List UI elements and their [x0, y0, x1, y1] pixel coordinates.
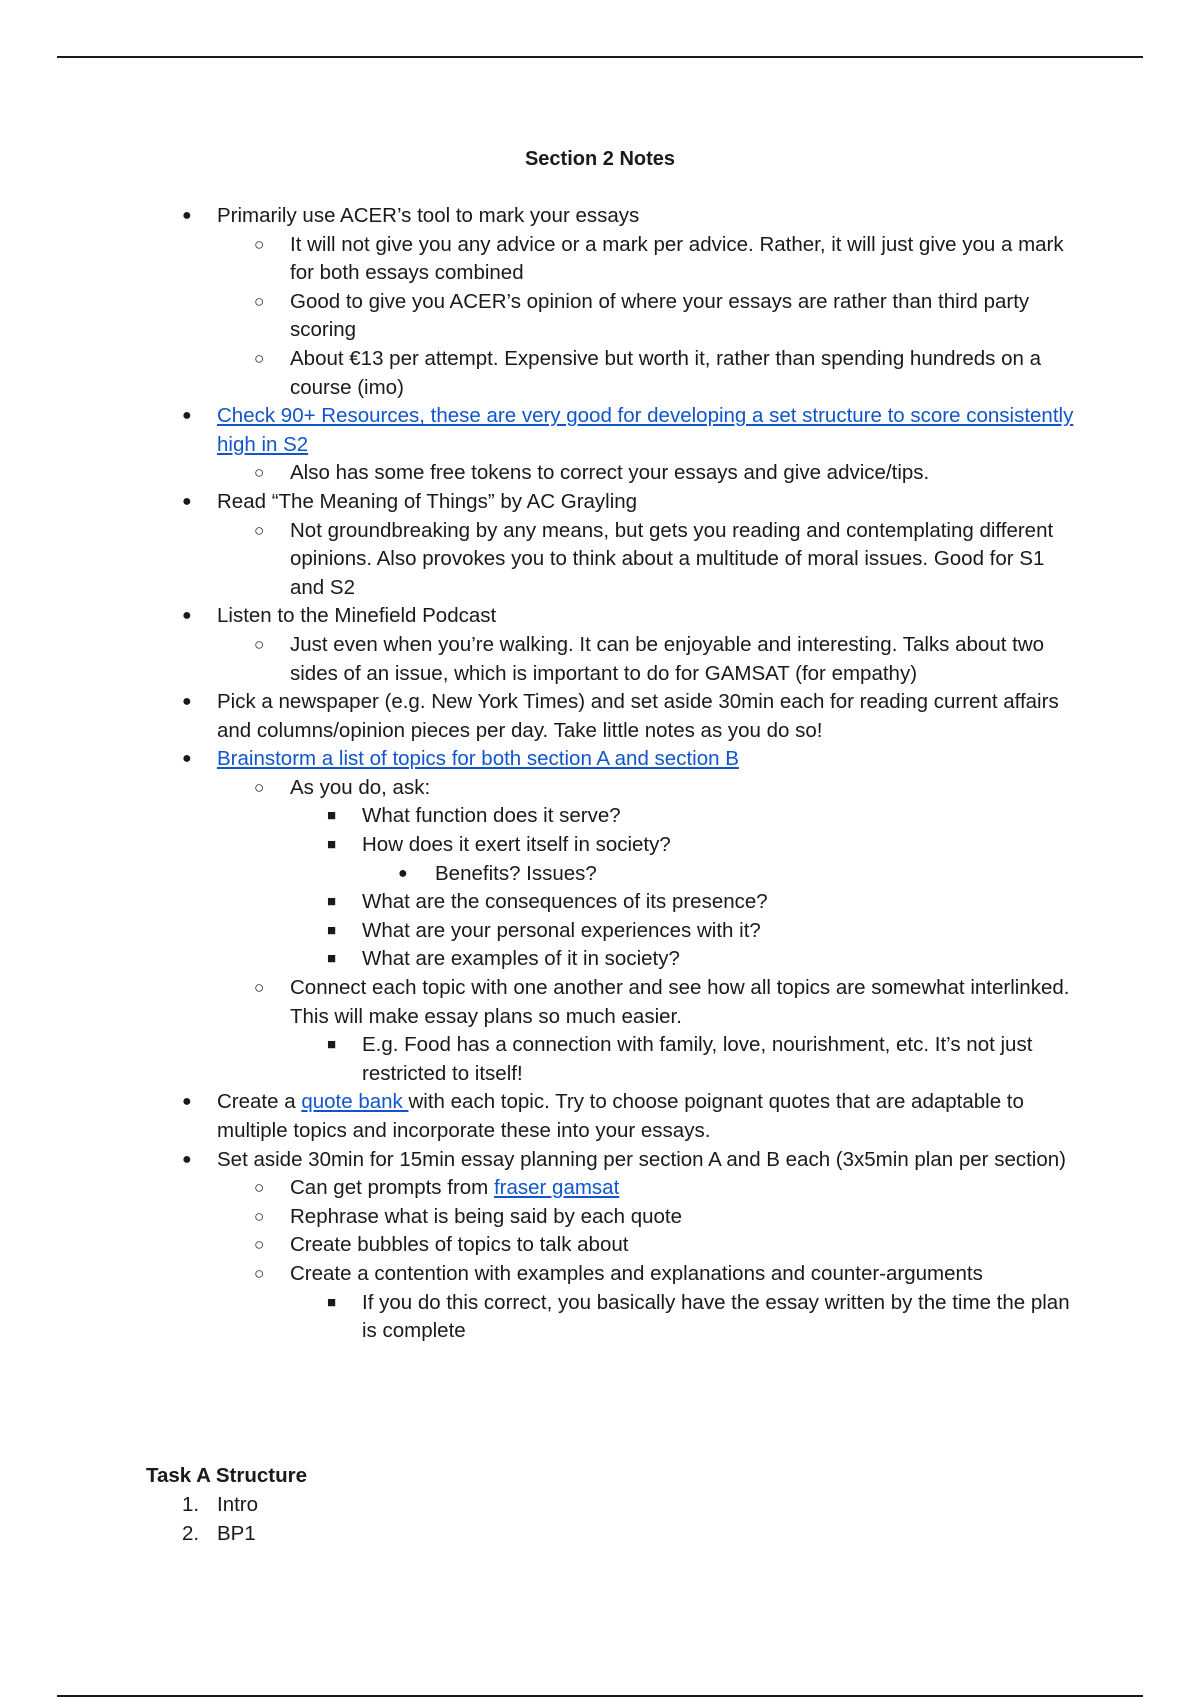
list-item: [0, 917, 1200, 946]
disc-bullet-icon: ●: [398, 864, 408, 882]
top-rule: [57, 56, 1143, 58]
circle-bullet-icon: ○: [254, 463, 265, 483]
numbered-item: [0, 1491, 1200, 1520]
bottom-rule: [57, 1695, 1143, 1697]
list-item: [0, 231, 1200, 288]
square-bullet-icon: ■: [327, 950, 337, 968]
list-item-text: Just even when you’re walking. It can be enjoyable and interesting. Talks about two sides of an issue, which is important to do for GAMSAT (for empathy): [290, 632, 1045, 685]
list-item: [0, 974, 1200, 1031]
list-item-text: What function does it serve?: [362, 804, 621, 828]
list-item: [0, 1203, 1200, 1232]
list-item-text: Set aside 30min for 15min essay planning per section A and B each (3x5min plan per section): [217, 1147, 1066, 1171]
list-item-text: What are examples of it in society?: [362, 947, 680, 971]
circle-bullet-icon: ○: [254, 1178, 265, 1198]
list-item-text: Primarily use ACER’s tool to mark your essays: [217, 204, 640, 227]
quote-bank-link[interactable]: quote bank: [301, 1090, 409, 1114]
disc-bullet-icon: ●: [182, 607, 192, 625]
circle-bullet-icon: ○: [254, 1263, 265, 1283]
fraser-gamsat-link[interactable]: fraser gamsat: [493, 1176, 620, 1200]
list-item-text-prefix: Can get prompts from: [290, 1176, 494, 1200]
list-item: [0, 745, 1200, 774]
list-item: [0, 288, 1200, 345]
list-item: [0, 860, 1200, 889]
list-item-text: Create a contention with examples and explanations and counter-arguments: [290, 1261, 983, 1285]
circle-bullet-icon: ○: [254, 520, 265, 540]
list-item: [0, 802, 1200, 831]
list-item: [0, 402, 1200, 459]
numbered-item: [0, 1520, 1200, 1549]
list-item-text: Read “The Meaning of Things” by AC Grayling: [217, 489, 638, 513]
circle-bullet-icon: ○: [254, 291, 265, 311]
list-item: [0, 945, 1200, 974]
list-item-text: It will not give you any advice or a mark per advice. Rather, it will just give you a mark for both essays combined: [290, 232, 1064, 285]
notes-list: [0, 202, 1200, 1346]
list-item: [0, 1146, 1200, 1175]
list-item-text: Connect each topic with one another and see how all topics are somewhat interlinked. This will make essay plans so much easier.: [290, 976, 1070, 1028]
list-item-text: E.g. Food has a connection with family, love, nourishment, etc. It’s not just restricted to itself!: [362, 1033, 1033, 1085]
list-item: [0, 202, 1200, 231]
list-item-text: Create bubbles of topics to talk about: [290, 1233, 629, 1257]
list-item: [0, 602, 1200, 631]
list-item: [0, 1260, 1200, 1289]
task-a-list: [0, 1491, 1200, 1548]
list-item: [0, 631, 1200, 688]
list-item-text: Not groundbreaking by any means, but gets you reading and contemplating different opinions. Also provokes you to think about a multitude of moral issues. Good for S1 and S2: [290, 518, 1054, 599]
list-item: [0, 1031, 1200, 1088]
list-item: [0, 488, 1200, 517]
list-item-text: About €13 per attempt. Expensive but worth it, rather than spending hundreds on a course (imo): [290, 346, 1042, 399]
list-item-text-suffix: with each topic. Try to choose poignant quotes that are adaptable to multiple topics and incorporate these into your essays.: [217, 1090, 1024, 1142]
page-title: Section 2 Notes: [524, 148, 676, 170]
list-item-text: Good to give you ACER’s opinion of where your essays are rather than third party scoring: [290, 289, 1030, 342]
disc-bullet-icon: ●: [182, 1093, 192, 1111]
circle-bullet-icon: ○: [254, 1206, 265, 1226]
list-item: [0, 1289, 1200, 1346]
disc-bullet-icon: ●: [182, 492, 192, 510]
disc-bullet-icon: ●: [182, 1150, 192, 1168]
item-number: 1.: [182, 1493, 200, 1516]
disc-bullet-icon: ●: [182, 207, 192, 224]
item-number: 2.: [182, 1521, 200, 1545]
list-item: [0, 1231, 1200, 1260]
brainstorm-topics-link[interactable]: Brainstorm a list of topics for both section A and section B: [217, 747, 739, 771]
list-item-text-prefix: Create a: [217, 1090, 302, 1114]
square-bullet-icon: ■: [327, 893, 337, 911]
list-item-text: If you do this correct, you basically have the essay written by the time the plan is complete: [362, 1290, 1070, 1343]
list-item-text: As you do, ask:: [290, 775, 431, 799]
disc-bullet-icon: ●: [182, 693, 192, 711]
square-bullet-icon: ■: [327, 836, 337, 854]
square-bullet-icon: ■: [327, 1036, 337, 1054]
list-item: [0, 517, 1200, 603]
list-item-text: Listen to the Minefield Podcast: [217, 604, 497, 628]
list-item-text: Also has some free tokens to correct your essays and give advice/tips.: [290, 461, 930, 485]
square-bullet-icon: ■: [327, 921, 337, 939]
list-item: [0, 1174, 1200, 1203]
list-item: [0, 688, 1200, 745]
list-item: [0, 345, 1200, 402]
list-item-text: Rephrase what is being said by each quote: [290, 1204, 683, 1228]
square-bullet-icon: ■: [327, 1293, 337, 1311]
circle-bullet-icon: ○: [254, 978, 265, 998]
list-item-text: Pick a newspaper (e.g. New York Times) and set aside 30min each for reading current affairs and columns/opinion pieces per day. Take little notes as you do so!: [217, 690, 1059, 742]
list-item: [0, 774, 1200, 803]
disc-bullet-icon: ●: [182, 407, 192, 425]
list-item-text: How does it exert itself in society?: [362, 833, 671, 857]
circle-bullet-icon: ○: [254, 348, 265, 368]
list-item-text: Benefits? Issues?: [435, 861, 597, 885]
numbered-item-text: Intro: [217, 1493, 259, 1516]
list-item-text: What are the consequences of its presence?: [362, 890, 768, 914]
list-item: [0, 888, 1200, 917]
list-item-text: What are your personal experiences with it?: [362, 918, 761, 942]
numbered-item-text: BP1: [217, 1521, 256, 1545]
circle-bullet-icon: ○: [254, 234, 265, 254]
square-bullet-icon: ■: [327, 807, 337, 825]
task-a-heading: Task A Structure: [146, 1464, 308, 1487]
circle-bullet-icon: ○: [254, 634, 265, 654]
disc-bullet-icon: ●: [182, 750, 192, 768]
circle-bullet-icon: ○: [254, 1235, 265, 1255]
list-item: [0, 459, 1200, 488]
list-item: [0, 1088, 1200, 1145]
circle-bullet-icon: ○: [254, 777, 265, 797]
resources-link[interactable]: Check 90+ Resources, these are very good for developing a set structure to score consistently high in S2: [217, 404, 1074, 456]
list-item: [0, 831, 1200, 860]
